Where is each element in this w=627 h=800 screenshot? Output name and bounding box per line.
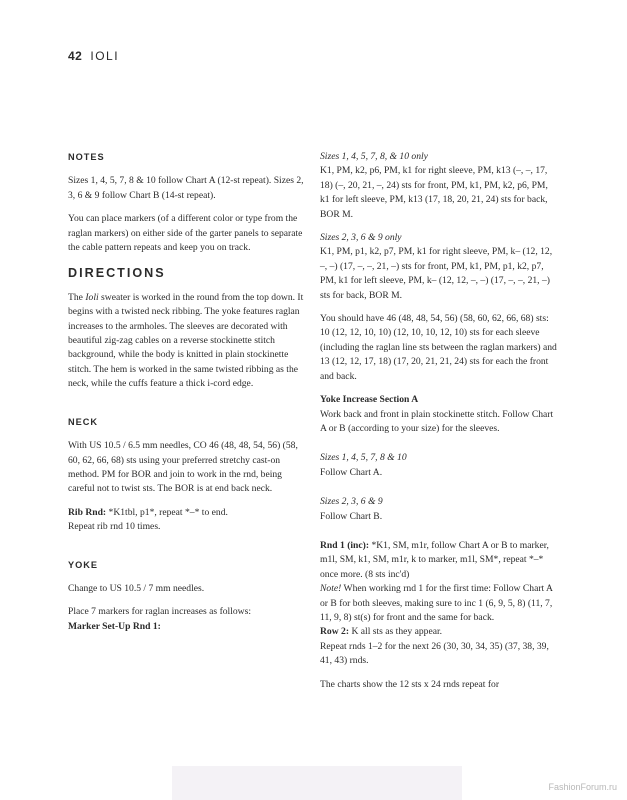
yoke-paragraph-2: [68, 605, 306, 634]
sizes-d-label: Sizes 2, 3, 6 & 9: [320, 496, 383, 508]
note-text: When working rnd 1 for the first time: Follow Chart A or B for both sleeves, making sure to inc 1 (6, 9, 5, 8) (11, 7, 11, 9, 8) st(s) for front and the same for back.: [320, 583, 553, 623]
rib-round: [68, 506, 306, 535]
sizes-a-block: [320, 150, 558, 222]
notes-paragraph-1: Sizes 1, 4, 5, 7, 8 & 10 follow Chart A (12-st repeat). Sizes 2, 3, 6 & 9 follow Chart B (14-st repeat).: [68, 175, 304, 201]
neck-paragraph: With US 10.5 / 6.5 mm needles, CO 46 (48, 48, 54, 56) (58, 60, 62, 66, 68) sts using your preferred stretchy cast-on method. PM for BOR and join to work in the rnd, being careful not to twist sts. The BOR is at end back neck.: [68, 440, 298, 495]
row2-text: K all sts as they appear.: [349, 626, 443, 638]
repeat-text: Repeat rnds 1–2 for the next 26 (30, 30, 34, 35) (37, 38, 39, 41, 43) rnds.: [320, 640, 549, 667]
pattern-title: IOLI: [90, 49, 120, 63]
marker-setup-label: Marker Set-Up Rnd 1:: [68, 620, 161, 632]
sizes-d-text: Follow Chart B.: [320, 510, 383, 522]
yoke-increase-text: Work back and front in plain stockinette stitch. Follow Chart A or B (according to your size) for the sleeves.: [320, 408, 554, 434]
charts-paragraph: The charts show the 12 sts x 24 rnds repeat for: [320, 678, 500, 690]
row2-label: Row 2:: [320, 626, 350, 638]
left-column: [68, 150, 306, 643]
rounds-block: [320, 539, 558, 669]
directions-heading: DIRECTIONS: [68, 266, 166, 281]
rib-label: Rib Rnd:: [68, 506, 107, 518]
notes-paragraph-2: You can place markers (of a different color or type from the raglan markers) on either side of the garter panels to separate the cable pattern repeats and keep you on track.: [68, 213, 303, 254]
rnd1-label: Rnd 1 (inc):: [320, 539, 370, 551]
watermark: FashionForum.ru: [548, 782, 617, 792]
rib-text: *K1tbl, p1*, repeat *–* to end.: [106, 506, 228, 518]
rib-repeat: Repeat rib rnd 10 times.: [68, 521, 161, 533]
neck-heading: NECK: [68, 416, 99, 427]
sizes-c-label: Sizes 1, 4, 5, 7, 8 & 10: [320, 452, 407, 464]
yoke-heading: YOKE: [68, 559, 99, 570]
sizes-a-text: K1, PM, k2, p6, PM, k1 for right sleeve, PM, k13 (–, –, 17, 18) (–, 20, 21, –, 24) sts for front, PM, k1, PM, k2, p6, PM, k1 for left sleeve, PM, k13 (17, 18, 20, 21, 24) sts for back, BOR M.: [320, 165, 548, 220]
sizes-b-text: K1, PM, p1, k2, p7, PM, k1 for right sleeve, PM, k– (12, 12, –, –) (17, –, –, 21, –) sts for front, PM, k1, PM, p1, k2, p7, PM, k1 for left sleeve, PM, k– (12, 12, –, –) (17, –, –, 21, –) sts for back, BOR M.: [320, 246, 553, 301]
sizes-a-label: Sizes 1, 4, 5, 7, 8, & 10 only: [320, 151, 428, 162]
note-label: Note!: [320, 583, 342, 595]
total-stitches-paragraph: You should have 46 (48, 48, 54, 56) (58, 60, 62, 66, 68) sts: 10 (12, 12, 10, 10) (12, 10, 10, 12, 10) sts for each sleeve (including the raglan line sts between the raglan markers) and 13 (12, 12, 17, 18) (17, 20, 21, 21, 24) sts for each the front and back.: [320, 313, 557, 382]
directions-text: sweater is worked in the round from the top down. It begins with a twisted neck ribbing. The yoke features raglan increases to the armholes. The sleeves are decorated with beautiful zig-zag cables on a reverse stockinette stitch background, while the body is knitted in plain stockinette stitch. The hem is worked in the same twisted ribbing as the neck, while the cuffs feature a thick i-cord edge.: [68, 291, 304, 390]
page-number: 42: [68, 49, 83, 63]
sizes-b-block: [320, 231, 558, 303]
spacer: [68, 401, 306, 415]
right-column: [320, 150, 558, 701]
directions-paragraph: [68, 291, 306, 392]
sweater-name: Ioli: [85, 291, 99, 303]
rnd1-text: *K1, SM, m1r, follow Chart A or B to marker, m1l, SM, k1, SM, m1r, k to marker, m1l, SM*, repeat *–* once more. (8 sts inc'd): [320, 539, 549, 580]
yoke-increase-heading: Yoke Increase Section A: [320, 394, 419, 406]
yoke-markers-text: Place 7 markers for raglan increases as follows:: [68, 606, 252, 618]
sizes-d-block: [320, 495, 558, 524]
yoke-increase-block: [320, 393, 558, 436]
spacer: [68, 544, 306, 558]
sizes-b-label: Sizes 2, 3, 6 & 9 only: [320, 232, 402, 244]
sizes-c-text: Follow Chart A.: [320, 466, 383, 478]
footer-placeholder: [172, 766, 462, 800]
yoke-paragraph-1: Change to US 10.5 / 7 mm needles.: [68, 582, 205, 594]
running-header: [68, 49, 119, 63]
sizes-c-block: [320, 451, 558, 480]
directions-text-start: The: [68, 291, 86, 303]
notes-heading: NOTES: [68, 152, 105, 162]
